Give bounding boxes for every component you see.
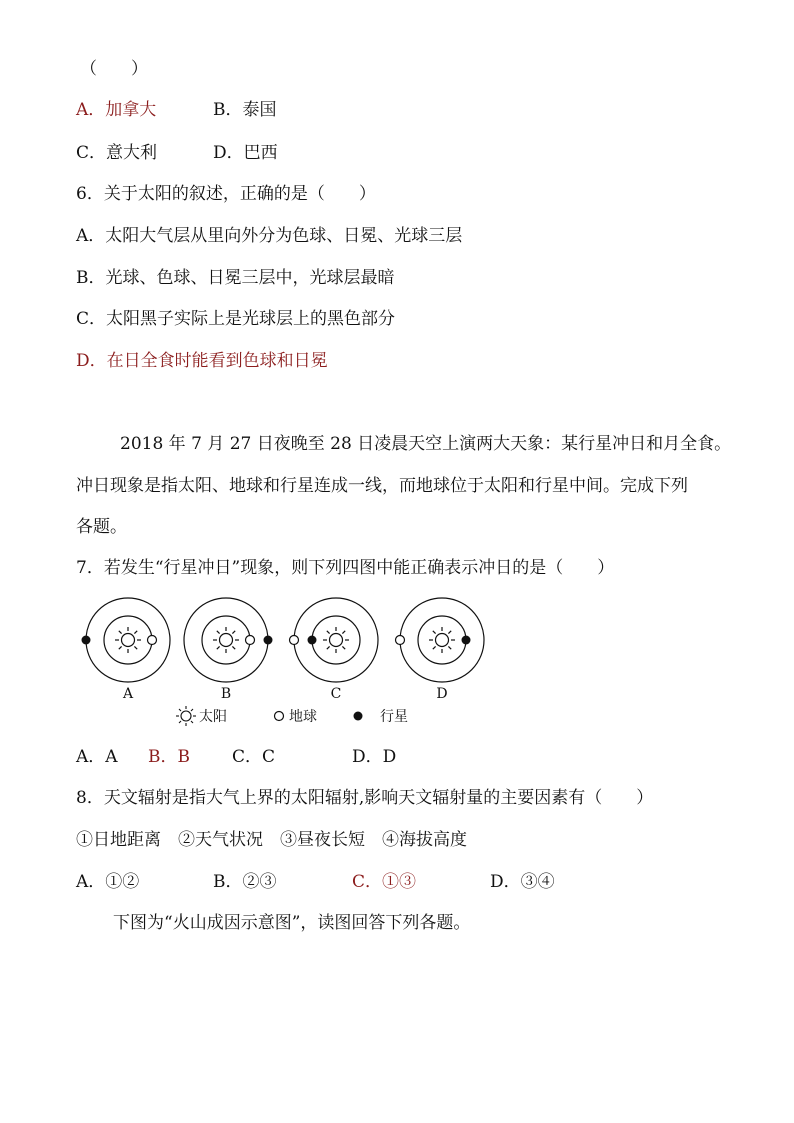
passage-line-3: 各题。 [76,517,127,537]
figure-intro: 下图为“火山成因示意图”，读图回答下列各题。 [113,913,471,933]
q8-option-a: A．①② [76,872,140,892]
earth-dot [246,636,255,645]
diagram-d [396,598,485,702]
planet-dot [264,636,273,645]
q5-paren: （ ） [80,59,148,79]
legend-earth-icon [275,712,284,721]
q6-option-c: C．太阳黑子实际上是光球层上的黑色部分 [76,309,396,329]
q6-option-d: D．在日全食时能看到色球和日冕 [76,351,328,371]
q7-stem: 7．若发生“行星冲日”现象，则下列四图中能正确表示冲日的是（ ） [76,558,615,578]
diagram-b-label: B [220,686,232,702]
legend-sun-icon [176,706,196,726]
q7-option-d: D．D [352,747,397,767]
sun-icon [323,627,349,653]
q6-option-a: A．太阳大气层从里向外分为色球、日冕、光球三层 [76,226,463,246]
q8-stem: 8．天文辐射是指大气上界的太阳辐射,影响天文辐射量的主要因素有（ ） [76,788,654,808]
legend-planet-label: 行星 [380,709,408,725]
planet-dot [462,636,471,645]
q8-option-d: D．③④ [490,872,555,892]
sun-icon [115,627,141,653]
diagram-a [82,598,171,702]
diagram-b [184,598,273,702]
opposition-diagram [76,592,496,732]
diagram-c-label: C [330,686,342,702]
q5-option-b: B．泰国 [213,100,277,120]
planet-dot [82,636,91,645]
q5-option-a: A．加拿大 [76,100,157,120]
legend-earth-label: 地球 [289,709,317,725]
q7-option-a: A．A [76,747,118,767]
q5-option-d: D．巴西 [213,143,278,163]
q5-option-c: C．意大利 [76,143,158,163]
q8-items: ①日地距离 ②天气状况 ③昼夜长短 ④海拔高度 [76,830,467,850]
diagram-a-label: A [122,686,134,702]
earth-dot [148,636,157,645]
q7-option-c: C．C [232,747,276,767]
q6-option-b: B．光球、色球、日冕三层中，光球层最暗 [76,268,395,288]
diagram-legend [176,706,408,726]
diagram-c [290,598,379,702]
passage-line-2: 冲日现象是指太阳、地球和行星连成一线，而地球位于太阳和行星中间。完成下列 [76,476,688,496]
legend-planet-icon [354,712,363,721]
earth-dot [396,636,405,645]
q7-option-b: B．B [148,747,190,767]
diagram-d-label: D [436,686,448,702]
q8-option-b: B．②③ [213,872,277,892]
earth-dot [290,636,299,645]
q8-option-c: C．①③ [352,872,417,892]
sun-icon [429,627,455,653]
sun-icon [213,627,239,653]
planet-dot [308,636,317,645]
q6-stem: 6．关于太阳的叙述，正确的是（ ） [76,184,376,204]
passage-line-1: 2018 年 7 月 27 日夜晚至 28 日凌晨天空上演两大天象：某行星冲日和月全食。 [120,434,732,454]
legend-sun-label: 太阳 [199,709,227,725]
